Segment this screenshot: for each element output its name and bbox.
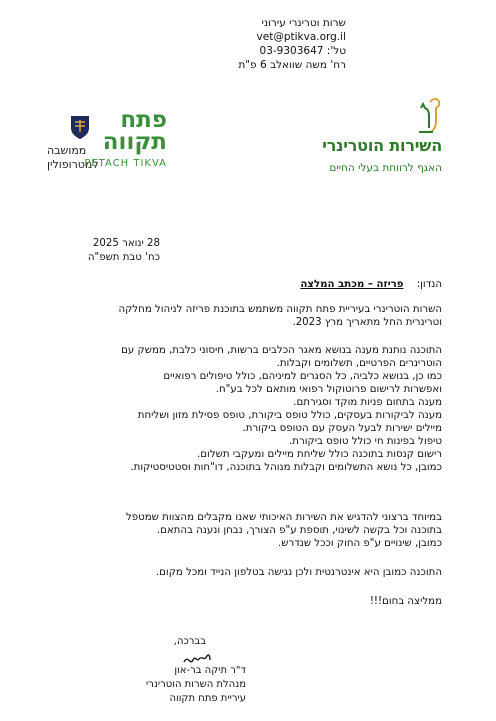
para5-line1: ממליצה בחום!!! bbox=[369, 596, 442, 607]
para2-line5: מענה בתחום פניות מוקד וסגירתם. bbox=[293, 397, 442, 408]
signature-title: מנהלת השרות הוטרינרי bbox=[145, 679, 246, 690]
vet-logo-title: השירות הוטרינרי bbox=[322, 136, 442, 155]
phone-line bbox=[260, 45, 346, 58]
para3-line3: כמובן, שינויים ע"פ החוק וככל שנדרש. bbox=[278, 538, 442, 549]
email: vet@ptikva.org.il bbox=[256, 31, 346, 43]
para2-line7: מיילים ישירות לבעל העסק עם הטופס ביקורת. bbox=[242, 423, 442, 434]
subject-line bbox=[300, 278, 442, 291]
subject-label: הנדון: bbox=[416, 279, 442, 290]
phone-label: טל': bbox=[326, 45, 346, 57]
phone-number: 03-9303647 bbox=[259, 45, 324, 57]
petach-tikva-logo bbox=[47, 108, 167, 186]
signature-closing: בברכה, bbox=[173, 636, 206, 647]
para2-line9: רישום קנסות בתוכנה כולל שליחת מיילים ומעקבי תשלום. bbox=[197, 449, 442, 460]
vet-service-logo bbox=[317, 96, 442, 182]
subject-text: פריזה – מכתב המלצה bbox=[300, 279, 404, 290]
address: רח' משה שוואלב 6 פ"ת bbox=[238, 59, 346, 71]
para2-line10: כמובן, כל נושא התשלומים וקבלות מנוהל בתוכנה, דו"חות וסטטיסטיקות. bbox=[130, 462, 442, 473]
para2-line6: מענה לביקורות בעסקים, כולל טופס ביקורת, טופס פסילת מזון ושליחת bbox=[137, 410, 442, 421]
para2-line1: התוכנה נותנת מענה בנושא מאגר הכלבים ברשות, חיסוני כלבת, ממשק עם bbox=[121, 345, 442, 356]
para4-line1: התוכנה כמובן היא אינטרנטית ולכן נגישה בטלפון הנייד ומכל מקום. bbox=[155, 567, 442, 578]
city-tag-line1: ממושבה bbox=[47, 144, 87, 157]
para3-line1: במיוחד ברצוני להדגיש את השירות האיכותי שאנו מקבלים מהצוות שמטפל bbox=[125, 512, 442, 523]
city-tag-line2: למטרופולין bbox=[47, 158, 99, 171]
para1-line1: השרות הוטרינרי בעיריית פתח תקווה משתמש בתוכנת פריזה לניהול מחלקה bbox=[118, 304, 442, 315]
signature-org: עיריית פתח תקווה bbox=[169, 693, 246, 704]
vet-logo-subtitle: האגף לרווחת בעלי החיים bbox=[329, 162, 442, 174]
city-emblem-icon bbox=[69, 114, 91, 140]
para2-line8: טיפול בפינות חי כולל טופס ביקורת. bbox=[289, 436, 442, 447]
para2-line2: הוטרינרים הפרטיים, תשלומים וקבלות. bbox=[276, 358, 442, 369]
city-name-line1: פתח bbox=[120, 107, 167, 133]
dog-cat-icon bbox=[408, 96, 442, 134]
para2-line3: כמו כן, בנושא כלביה, כל הסגרים למיניהם, כולל טיפולים רפואיים bbox=[163, 371, 442, 382]
para2-line4: ואפשרות לרישום פרוטוקול רפואי מותאם לכל בע"ח. bbox=[215, 384, 442, 395]
city-name-latin: PETACH TIKVA bbox=[84, 158, 167, 169]
para3-line2: בתוכנה וכל בקשה לשינוי, תוספת ע"פ הצורך, נבחן ונענה בהתאם. bbox=[156, 525, 442, 536]
signature-name: ד"ר תיקה בר-און bbox=[174, 665, 246, 676]
city-name-line2: תקווה bbox=[102, 129, 167, 155]
service-name: שרות וטרינרי עירוני bbox=[261, 17, 346, 29]
date-hebrew: כח' טבת תשפ"ה bbox=[87, 252, 160, 263]
para1-line2: וטרינרית החל מתאריך מרץ 2023. bbox=[292, 317, 442, 328]
date-gregorian: 28 ינואר 2025 bbox=[92, 238, 160, 249]
